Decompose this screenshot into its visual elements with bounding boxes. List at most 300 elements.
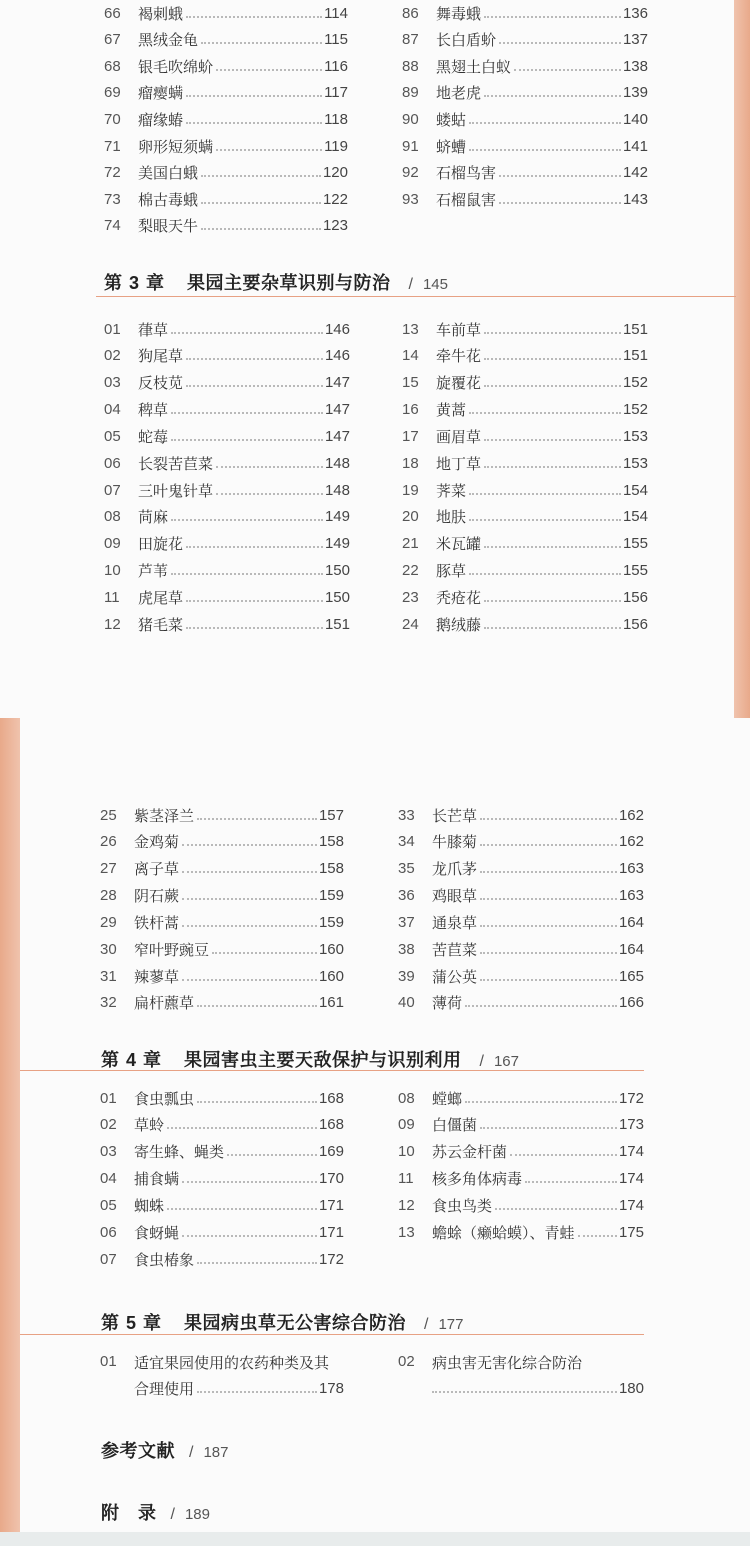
entry-page: 157 (318, 806, 344, 824)
chapter-4-rule (20, 1070, 644, 1071)
entry-title: 稗草 (138, 402, 169, 420)
entry-title: 三叶鬼针草 (138, 482, 214, 500)
leader-dots (465, 1004, 617, 1007)
entry-title: 牵牛花 (436, 348, 482, 366)
toc-entry[interactable] (398, 965, 644, 987)
entry-number: 04 (104, 401, 121, 419)
leader-dots (171, 331, 323, 334)
entry-title: 阴石蕨 (134, 888, 180, 906)
entry-number: 88 (402, 57, 419, 75)
toc-entry[interactable] (398, 1221, 644, 1243)
entry-page: 159 (318, 913, 344, 931)
toc-entry[interactable] (104, 479, 350, 501)
entry-title: 辣蓼草 (134, 968, 180, 986)
toc-entry[interactable] (402, 452, 648, 474)
toc-entry[interactable] (100, 1168, 344, 1190)
entry-title: 龙爪茅 (432, 861, 478, 879)
chapter-5-number: 第 5 章 (101, 1313, 163, 1333)
toc-entry[interactable] (402, 135, 648, 157)
entry-title: 虎尾草 (138, 590, 184, 607)
entry-title: 画眉草 (436, 428, 482, 446)
entry-title: 黑翅土白蚁 (436, 58, 512, 76)
entry-page: 152 (622, 401, 648, 419)
entry-title: 米瓦罐 (436, 536, 482, 554)
entry-number: 74 (104, 217, 121, 235)
entry-number: 02 (104, 347, 121, 365)
leader-dots (186, 599, 323, 602)
entry-page: 140 (622, 110, 648, 128)
entry-page: 156 (622, 615, 648, 633)
toc-entry[interactable] (402, 613, 648, 635)
toc-entry[interactable] (100, 992, 344, 1014)
entry-number: 19 (402, 481, 419, 499)
toc-entry[interactable] (104, 560, 350, 582)
toc-entry[interactable] (100, 938, 344, 960)
toc-entry[interactable] (100, 911, 344, 933)
entry-title: 食虫鸟类 (432, 1197, 493, 1215)
toc-entry[interactable] (402, 425, 648, 447)
entry-page: 164 (618, 913, 644, 931)
entry-number: 29 (100, 913, 117, 931)
entry-title: 梨眼天牛 (138, 218, 199, 236)
entry-number: 32 (100, 994, 117, 1012)
chapter-4-title: 果园害虫主要天敌保护与识别利用 (184, 1050, 462, 1070)
entry-number: 27 (100, 860, 117, 878)
entry-number: 18 (402, 454, 419, 472)
entry-number: 72 (104, 164, 121, 182)
entry-number: 67 (104, 31, 121, 49)
leader-dots (480, 951, 617, 954)
entry-number: 09 (104, 535, 121, 553)
toc-entry[interactable] (100, 858, 344, 880)
entry-title: 美国白蛾 (138, 165, 199, 183)
toc-entry[interactable] (100, 1221, 344, 1243)
entry-page: 114 (324, 4, 348, 22)
toc-entry[interactable] (402, 82, 648, 104)
entry-title: 蛇莓 (138, 428, 169, 446)
leader-dots (216, 492, 323, 495)
toc-entry[interactable] (104, 318, 350, 340)
toc-entry[interactable] (402, 372, 648, 394)
entry-page: 150 (324, 589, 350, 606)
leader-dots (216, 465, 323, 468)
entry-title: 铁杆蒿 (134, 914, 180, 932)
entry-title: 蛴螬 (436, 138, 467, 156)
entry-number: 73 (104, 190, 121, 208)
toc-entry[interactable] (402, 188, 648, 210)
entry-title: 旋覆花 (436, 375, 482, 393)
entry-page: 153 (622, 427, 648, 445)
toc-entry[interactable] (104, 613, 350, 635)
page-edge-right (734, 0, 750, 718)
toc-entry[interactable] (402, 108, 648, 130)
entry-page: 170 (318, 1170, 344, 1188)
toc-entry[interactable] (104, 188, 348, 210)
entry-page: 154 (622, 481, 648, 499)
toc-entry[interactable] (104, 533, 350, 555)
toc-entry[interactable] (104, 108, 348, 130)
entry-page: 122 (322, 190, 348, 208)
entry-number: 70 (104, 110, 121, 128)
toc-entry[interactable] (398, 992, 644, 1014)
entry-title: 石榴鼠害 (436, 191, 497, 209)
toc-entry[interactable] (104, 452, 350, 474)
entry-title: 蝼蛄 (436, 111, 467, 129)
toc-entry[interactable] (100, 804, 344, 826)
entry-page: 148 (324, 454, 350, 472)
entry-page: 155 (622, 562, 648, 580)
entry-title: 黑绒金龟 (138, 32, 199, 50)
leader-dots (525, 1180, 617, 1183)
toc-entry[interactable] (398, 1168, 644, 1190)
entry-title: 寄生蜂、蝇类 (134, 1144, 225, 1162)
entry-number: 35 (398, 860, 415, 878)
toc-entry[interactable] (402, 345, 648, 367)
toc-entry[interactable] (100, 1114, 344, 1136)
entry-title: 病虫害无害化综合防治 (432, 1354, 583, 1372)
leader-dots (212, 951, 317, 954)
toc-entry[interactable] (104, 587, 350, 609)
leader-dots (484, 15, 621, 18)
entry-number: 28 (100, 887, 117, 905)
entry-number: 13 (398, 1223, 415, 1241)
entry-number: 36 (398, 887, 415, 905)
entry-page: 153 (622, 454, 648, 472)
entry-title: 紫茎泽兰 (134, 807, 195, 825)
chapter-5-heading[interactable] (101, 1309, 464, 1335)
entry-page: 173 (618, 1116, 644, 1134)
toc-entry[interactable] (398, 1114, 644, 1136)
chapter-5-title: 果园病虫草无公害综合防治 (184, 1313, 407, 1333)
leader-dots (197, 1004, 317, 1007)
toc-entry[interactable] (402, 587, 648, 609)
entry-page: 171 (318, 1196, 344, 1214)
entry-number: 04 (100, 1170, 117, 1188)
entry-number: 07 (104, 481, 121, 499)
entry-page: 180 (618, 1379, 644, 1397)
leader-dots (186, 15, 322, 18)
leader-dots (182, 843, 317, 846)
leader-dots (484, 94, 621, 97)
ch5-entry-02[interactable] (398, 1349, 644, 1401)
entry-number: 17 (402, 427, 419, 445)
entry-number: 13 (402, 320, 419, 338)
entry-number: 12 (398, 1196, 415, 1214)
toc-entry[interactable] (100, 831, 344, 853)
toc-entry[interactable] (104, 399, 350, 421)
references-heading[interactable] (101, 1437, 228, 1463)
entry-title: 苘麻 (138, 509, 169, 527)
entry-page: 146 (324, 320, 350, 338)
entry-number: 11 (104, 589, 120, 606)
entry-page: 138 (622, 57, 648, 75)
entry-number: 12 (104, 615, 121, 633)
entry-number: 31 (100, 967, 117, 985)
leader-dots (171, 518, 323, 521)
chapter-4-heading[interactable] (101, 1046, 519, 1072)
ch5-entry-01[interactable] (100, 1349, 344, 1401)
entry-title: 舞毒蛾 (436, 5, 482, 23)
entry-number: 01 (100, 1089, 117, 1107)
references-page: 187 (203, 1444, 229, 1461)
leader-dots (171, 572, 323, 575)
entry-title: 长裂苦苣菜 (138, 455, 214, 473)
entry-number: 90 (402, 110, 419, 128)
leader-dots (480, 924, 617, 927)
leader-dots (182, 1180, 317, 1183)
leader-dots (182, 978, 317, 981)
entry-number: 11 (398, 1170, 414, 1188)
toc-entry[interactable] (402, 533, 648, 555)
entry-title: 秃疮花 (436, 590, 482, 607)
entry-page: 142 (622, 164, 648, 182)
entry-number: 06 (100, 1223, 117, 1241)
entry-number: 24 (402, 615, 419, 633)
toc-entry[interactable] (104, 425, 350, 447)
toc-entry[interactable] (402, 29, 648, 51)
leader-dots (469, 148, 621, 151)
entry-title: 苏云金杆菌 (432, 1144, 508, 1162)
toc-entry[interactable] (398, 1141, 644, 1163)
entry-page: 147 (324, 374, 350, 392)
leader-dots (469, 411, 621, 414)
entry-number: 15 (402, 374, 419, 392)
entry-page: 136 (622, 4, 648, 22)
entry-page: 115 (324, 31, 348, 49)
entry-title: 卵形短须螨 (138, 138, 214, 156)
appendix-heading[interactable] (101, 1499, 210, 1525)
entry-title: 通泉草 (432, 914, 478, 932)
leader-dots (578, 1234, 617, 1237)
leader-dots (469, 518, 621, 521)
entry-title: 捕食螨 (134, 1171, 180, 1189)
leader-dots (484, 438, 621, 441)
toc-entry[interactable] (100, 1248, 344, 1270)
entry-title: 长芒草 (432, 807, 478, 825)
leader-dots (495, 1207, 617, 1210)
entry-number: 02 (100, 1116, 117, 1134)
leader-dots (484, 599, 621, 602)
entry-number: 68 (104, 57, 121, 75)
leader-dots (167, 1126, 317, 1129)
entry-title: 豚草 (436, 563, 467, 581)
entry-number: 33 (398, 806, 415, 824)
entry-page: 156 (622, 589, 648, 606)
entry-title: 葎草 (138, 321, 169, 339)
leader-dots (484, 331, 621, 334)
entry-number: 91 (402, 137, 419, 155)
toc-entry[interactable] (104, 162, 348, 184)
toc-entry[interactable] (100, 1141, 344, 1163)
leader-dots (186, 357, 323, 360)
toc-entry[interactable] (104, 135, 348, 157)
toc-entry[interactable] (398, 911, 644, 933)
leader-dots (201, 227, 321, 230)
entry-title: 窄叶野豌豆 (134, 941, 210, 959)
entry-number: 34 (398, 833, 415, 851)
toc-entry[interactable] (402, 55, 648, 77)
leader-dots (182, 924, 317, 927)
leader-dots (197, 1390, 317, 1393)
entry-number: 21 (402, 535, 419, 553)
entry-page: 117 (324, 84, 348, 102)
toc-entry[interactable] (402, 560, 648, 582)
toc-entry[interactable] (104, 55, 348, 77)
toc-entry[interactable] (104, 506, 350, 528)
entry-page: 172 (618, 1089, 644, 1107)
entry-title: 石榴鸟害 (436, 165, 497, 183)
entry-page: 164 (618, 940, 644, 958)
leader-dots (480, 870, 617, 873)
entry-page: 149 (324, 535, 350, 553)
entry-number: 02 (398, 1353, 415, 1370)
entry-title: 蜘蛛 (134, 1197, 165, 1215)
entry-title: 扁杆藨草 (134, 995, 195, 1013)
leader-dots (186, 384, 323, 387)
appendix-title: 附 录 (101, 1503, 157, 1523)
entry-page: 152 (622, 374, 648, 392)
entry-number: 86 (402, 4, 419, 22)
entry-number: 10 (104, 562, 121, 580)
entry-title: 车前草 (436, 321, 482, 339)
entry-page: 175 (618, 1223, 644, 1241)
entry-page: 165 (618, 967, 644, 985)
toc-entry[interactable] (398, 858, 644, 880)
entry-page: 158 (318, 860, 344, 878)
entry-title: 草蛉 (134, 1117, 165, 1135)
entry-title: 芦苇 (138, 563, 169, 581)
entry-page: 149 (324, 508, 350, 526)
chapter-4-page: 167 (493, 1053, 519, 1070)
entry-page: 163 (618, 860, 644, 878)
entry-number: 16 (402, 401, 419, 419)
entry-title: 猪毛菜 (138, 616, 184, 634)
entry-page: 146 (324, 347, 350, 365)
entry-page: 120 (322, 164, 348, 182)
chapter-5-separator: / (424, 1316, 429, 1333)
toc-entry[interactable] (402, 318, 648, 340)
entry-page: 119 (324, 137, 348, 155)
entry-page: 150 (324, 562, 350, 580)
leader-dots (216, 148, 322, 151)
entry-page: 178 (318, 1379, 344, 1397)
toc-entry[interactable] (402, 162, 648, 184)
entry-number: 08 (398, 1089, 415, 1107)
chapter-3-heading[interactable] (104, 269, 448, 295)
leader-dots (480, 843, 617, 846)
leader-dots (480, 817, 617, 820)
chapter-3-page: 145 (422, 276, 448, 293)
entry-page: 174 (618, 1196, 644, 1214)
toc-page-upper (0, 0, 750, 718)
entry-number: 10 (398, 1143, 415, 1161)
entry-page: 163 (618, 887, 644, 905)
toc-entry[interactable] (104, 82, 348, 104)
toc-entry[interactable] (104, 2, 348, 24)
leader-dots (499, 201, 621, 204)
entry-page: 118 (324, 110, 348, 128)
entry-page: 139 (622, 84, 648, 102)
entry-number: 22 (402, 562, 419, 580)
toc-entry[interactable] (398, 938, 644, 960)
entry-title: 核多角体病毒 (432, 1171, 523, 1189)
entry-page: 171 (318, 1223, 344, 1241)
entry-number: 93 (402, 190, 419, 208)
toc-entry[interactable] (398, 1194, 644, 1216)
entry-number: 03 (104, 374, 121, 392)
toc-entry[interactable] (402, 399, 648, 421)
entry-page: 160 (318, 967, 344, 985)
toc-entry[interactable] (104, 29, 348, 51)
entry-title-cont: 合理使用 (134, 1380, 195, 1398)
leader-dots (197, 1261, 317, 1264)
toc-entry[interactable] (100, 885, 344, 907)
toc-entry[interactable] (104, 345, 350, 367)
entry-page: 116 (324, 57, 348, 75)
toc-entry[interactable] (104, 215, 348, 237)
entry-page: 148 (324, 481, 350, 499)
entry-number: 87 (402, 31, 419, 49)
toc-entry[interactable] (398, 1087, 644, 1109)
toc-entry[interactable] (402, 2, 648, 24)
toc-entry[interactable] (402, 506, 648, 528)
entry-number: 71 (104, 137, 121, 155)
leader-dots (484, 626, 621, 629)
chapter-3-number: 第 3 章 (104, 273, 166, 293)
leader-dots (186, 121, 322, 124)
leader-dots (167, 1207, 317, 1210)
leader-dots (484, 545, 621, 548)
leader-dots (510, 1153, 617, 1156)
entry-page: 172 (318, 1250, 344, 1268)
entry-page: 166 (618, 994, 644, 1012)
toc-entry[interactable] (100, 1194, 344, 1216)
leader-dots (186, 94, 322, 97)
chapter-3-title: 果园主要杂草识别与防治 (187, 273, 391, 293)
leader-dots (227, 1153, 317, 1156)
toc-entry[interactable] (398, 804, 644, 826)
page-edge-left (0, 718, 20, 1546)
appendix-separator: / (170, 1506, 175, 1523)
leader-dots (469, 121, 621, 124)
entry-page: 168 (318, 1089, 344, 1107)
entry-title: 长白盾蚧 (436, 32, 497, 50)
entry-number: 66 (104, 4, 121, 22)
entry-page: 151 (622, 320, 648, 338)
entry-title: 食虫椿象 (134, 1251, 195, 1269)
toc-entry[interactable] (398, 831, 644, 853)
entry-page: 154 (622, 508, 648, 526)
entry-title: 地丁草 (436, 455, 482, 473)
entry-number: 25 (100, 806, 117, 824)
toc-entry[interactable] (402, 479, 648, 501)
appendix-page: 189 (184, 1506, 210, 1523)
toc-entry[interactable] (104, 372, 350, 394)
entry-page: 151 (324, 615, 350, 633)
entry-page: 137 (622, 31, 648, 49)
entry-number: 69 (104, 84, 121, 102)
entry-title: 反枝苋 (138, 375, 184, 393)
toc-entry[interactable] (100, 965, 344, 987)
leader-dots (499, 41, 621, 44)
entry-number: 14 (402, 347, 419, 365)
leader-dots (186, 545, 323, 548)
entry-title: 褐刺蛾 (138, 5, 184, 23)
toc-entry[interactable] (398, 885, 644, 907)
chapter-4-separator: / (479, 1053, 484, 1070)
entry-page: 147 (324, 427, 350, 445)
toc-entry[interactable] (100, 1087, 344, 1109)
